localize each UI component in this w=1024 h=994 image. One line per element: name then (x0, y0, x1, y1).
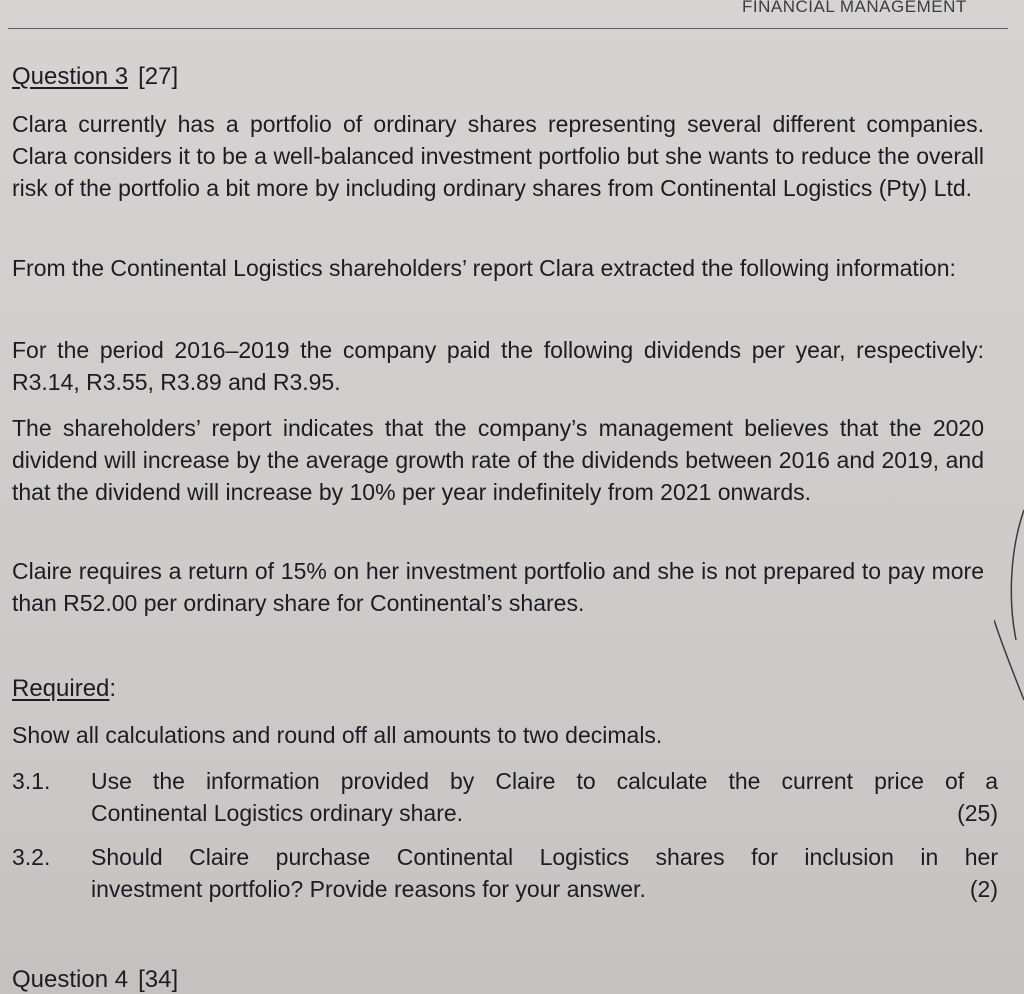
question-4-heading (12, 966, 178, 994)
sub-question-text-line1: Should Claire purchase Continental Logistics shares for inclusion in her (91, 844, 998, 870)
question-3-label: Question 3 (12, 63, 129, 90)
required-colon: : (109, 675, 117, 702)
question-4-label: Question 4 (12, 966, 129, 993)
margin-pen-mark (994, 490, 1024, 720)
sub-question-text-line2: investment portfolio? Provide reasons for your answer. (91, 876, 646, 902)
question-3-marks: [27] (138, 63, 179, 90)
paragraph-growth-assumption: The shareholders’ report indicates that the company’s management believes that the 2020 dividend will increase by the average growth rate of the dividends between 2016 and 2019, and that the dividend will increase by 10% per year indefinitely from 2021 onwards. (12, 415, 984, 505)
required-heading (12, 675, 116, 703)
header-rule (8, 28, 1008, 29)
sub-question-marks: (2) (969, 876, 998, 902)
sub-question-text-line2: Continental Logistics ordinary share. (91, 800, 464, 826)
sub-question-number: 3.2. (12, 844, 51, 870)
required-label: Required (12, 675, 110, 702)
question-3-heading (12, 63, 178, 91)
running-header: FINANCIAL MANAGEMENT (742, 0, 967, 16)
instruction-text: Show all calculations and round off all amounts to two decimals. (12, 722, 663, 748)
sub-question-text-line1: Use the information provided by Claire to calculate the current price of a (91, 768, 998, 794)
paragraph-dividends: For the period 2016–2019 the company paid the following dividends per year, respectively: R3.14, R3.55, R3.89 and R3.95. (12, 337, 984, 395)
sub-question-marks: (25) (957, 800, 998, 826)
paragraph-report-source: From the Continental Logistics shareholders’ report Clara extracted the following information: (12, 255, 956, 281)
paragraph-required-return: Claire requires a return of 15% on her investment portfolio and she is not prepared to pay more than R52.00 per ordinary share for Continental’s shares. (12, 558, 984, 616)
paragraph-portfolio-intro: Clara currently has a portfolio of ordinary shares representing several different companies. Clara considers it to be a well-balanced investment portfolio but she wants to reduce the overall risk of the portfolio a bit more by including ordinary shares from Continental Logistics (Pty) Ltd. (12, 111, 984, 201)
question-4-marks: [34] (138, 966, 179, 993)
sub-question-number: 3.1. (12, 768, 51, 794)
